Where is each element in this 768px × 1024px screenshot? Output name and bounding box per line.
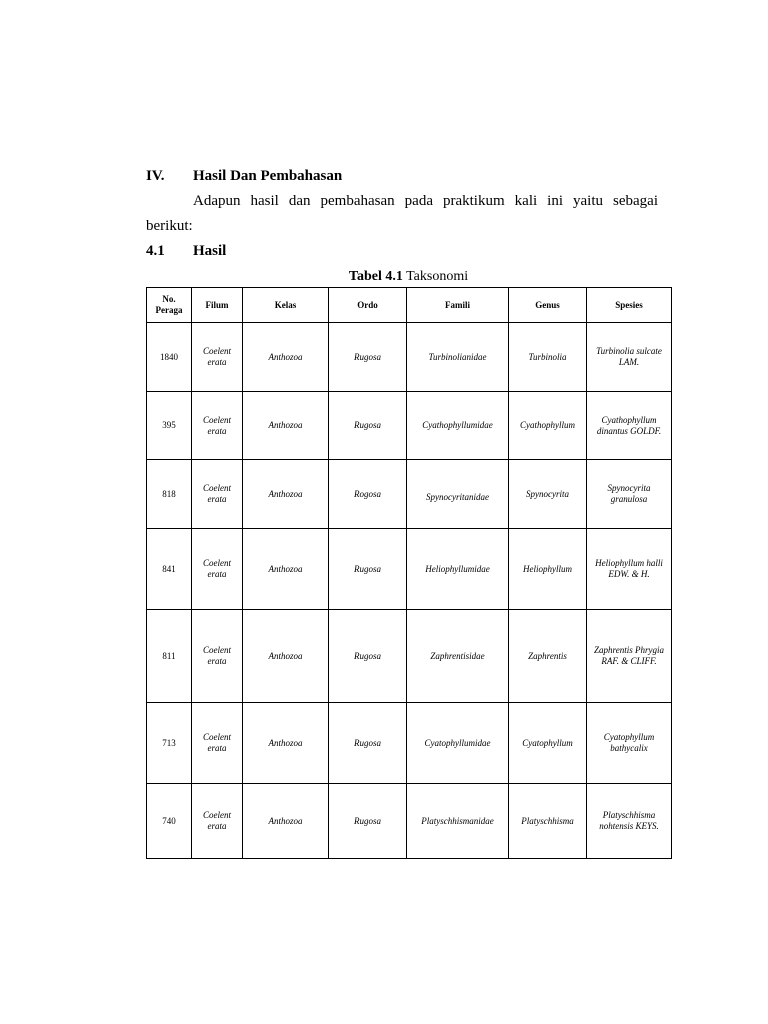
cell-ordo: Rugosa xyxy=(329,784,407,859)
subsection-title: Hasil xyxy=(193,243,227,259)
cell-filum: Coelent erata xyxy=(192,392,243,460)
table-row xyxy=(147,784,672,859)
cell-no: 1840 xyxy=(147,323,192,392)
header-genus: Genus xyxy=(509,288,587,323)
cell-kelas: Anthozoa xyxy=(243,529,329,610)
cell-spesies: Spynocyrita granulosa xyxy=(587,460,672,529)
cell-genus: Platyschhisma xyxy=(509,784,587,859)
cell-spesies: Turbinolia sulcate LAM. xyxy=(587,323,672,392)
cell-genus: Turbinolia xyxy=(509,323,587,392)
cell-famili: Cyathophyllumidae xyxy=(407,392,509,460)
table-row xyxy=(147,529,672,610)
subsection-number: 4.1 xyxy=(146,243,165,259)
header-ordo: Ordo xyxy=(329,288,407,323)
cell-famili: Platyschhismanidae xyxy=(407,784,509,859)
cell-kelas: Anthozoa xyxy=(243,610,329,703)
table-caption-label: Tabel 4.1 xyxy=(348,269,403,284)
cell-kelas: Anthozoa xyxy=(243,323,329,392)
cell-genus: Spynocyrita xyxy=(509,460,587,529)
cell-spesies: Heliophyllum halli EDW. & H. xyxy=(587,529,672,610)
cell-genus: Cyathophyllum xyxy=(509,392,587,460)
cell-ordo: Rugosa xyxy=(329,529,407,610)
table-row xyxy=(147,610,672,703)
cell-spesies: Zaphrentis Phrygia RAF. & CLIFF. xyxy=(587,610,672,703)
cell-genus: Heliophyllum xyxy=(509,529,587,610)
table-caption-title: Taksonomi xyxy=(402,269,469,284)
intro-paragraph-line2: berikut: xyxy=(146,218,193,234)
cell-famili: Cyatophyllumidae xyxy=(407,703,509,784)
cell-kelas: Anthozoa xyxy=(243,784,329,859)
section-number: IV. xyxy=(146,168,165,184)
intro-text-line1: Adapun hasil dan pembahasan pada praktikum kali ini yaitu sebagai xyxy=(193,193,658,209)
cell-ordo: Rugosa xyxy=(329,610,407,703)
header-filum: Filum xyxy=(192,288,243,323)
cell-filum: Coelent erata xyxy=(192,610,243,703)
table-caption xyxy=(146,268,671,286)
cell-famili: Turbinolianidae xyxy=(407,323,509,392)
cell-no: 811 xyxy=(147,610,192,703)
cell-filum: Coelent erata xyxy=(192,784,243,859)
table-row xyxy=(147,323,672,392)
cell-no: 713 xyxy=(147,703,192,784)
header-no-peraga: No. Peraga xyxy=(147,288,192,323)
cell-kelas: Anthozoa xyxy=(243,460,329,529)
cell-ordo: Rugosa xyxy=(329,392,407,460)
section-title: Hasil Dan Pembahasan xyxy=(193,168,343,184)
cell-filum: Coelent erata xyxy=(192,323,243,392)
cell-famili: Spynocyritanidae xyxy=(407,460,509,529)
cell-spesies: Cyatophyllum bathycalix xyxy=(587,703,672,784)
cell-filum: Coelent erata xyxy=(192,460,243,529)
cell-kelas: Anthozoa xyxy=(243,392,329,460)
table-row xyxy=(147,392,672,460)
header-kelas: Kelas xyxy=(243,288,329,323)
cell-ordo: Rugosa xyxy=(329,323,407,392)
header-spesies: Spesies xyxy=(587,288,672,323)
taxonomy-table xyxy=(146,287,672,859)
cell-filum: Coelent erata xyxy=(192,703,243,784)
cell-no: 841 xyxy=(147,529,192,610)
cell-genus: Zaphrentis xyxy=(509,610,587,703)
table-header-row xyxy=(147,288,672,323)
table-row xyxy=(147,460,672,529)
table-row xyxy=(147,703,672,784)
intro-paragraph-line1 xyxy=(146,189,658,214)
cell-famili: Heliophyllumidae xyxy=(407,529,509,610)
cell-kelas: Anthozoa xyxy=(243,703,329,784)
cell-no: 395 xyxy=(147,392,192,460)
cell-filum: Coelent erata xyxy=(192,529,243,610)
cell-spesies: Platyschhisma nohtensis KEYS. xyxy=(587,784,672,859)
cell-ordo: Rugosa xyxy=(329,703,407,784)
cell-spesies: Cyathophyllum dinantus GOLDF. xyxy=(587,392,672,460)
cell-genus: Cyatophyllum xyxy=(509,703,587,784)
cell-no: 740 xyxy=(147,784,192,859)
cell-no: 818 xyxy=(147,460,192,529)
cell-famili: Zaphrentisidae xyxy=(407,610,509,703)
cell-ordo: Rogosa xyxy=(329,460,407,529)
header-famili: Famili xyxy=(407,288,509,323)
